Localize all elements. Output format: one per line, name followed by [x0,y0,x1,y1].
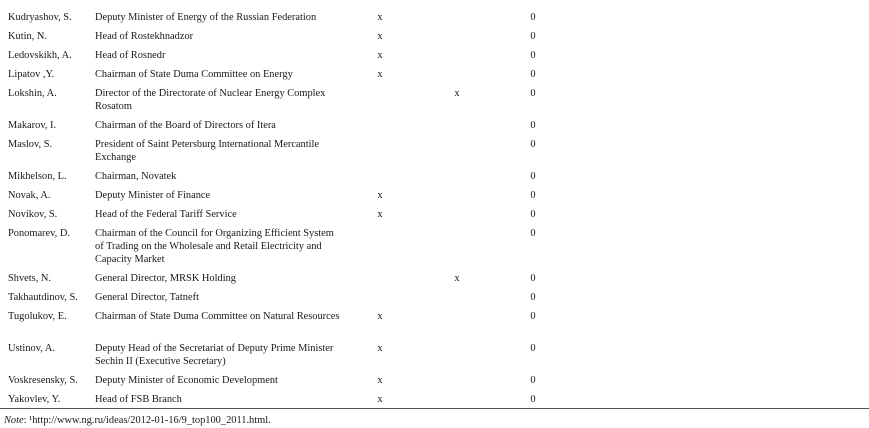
value-cell: 0 [530,50,536,61]
value-cell: 0 [530,394,536,405]
name-cell: Kutin, N. [8,31,47,42]
name-cell: Lipatov ,Y. [8,69,55,80]
value-cell: 0 [530,139,536,150]
value-cell: 0 [530,88,536,99]
mark-cell-1: x [377,209,383,220]
name-cell: Mikhelson, L. [8,171,67,182]
value-cell: 0 [530,375,536,386]
mark-cell-1: x [377,190,383,201]
note-text: : ¹http://www.ng.ru/ideas/2012-01-16/9_top100_2011.html. [23,415,271,426]
position-cell: Head of FSB Branch [95,394,182,405]
position-cell: Head of the Federal Tariff Service [95,209,237,220]
name-cell: Shvets, N. [8,273,52,284]
mark-cell-1: x [377,343,383,354]
mark-cell-1: x [377,69,383,80]
name-cell: Maslov, S. [8,139,53,150]
value-cell: 0 [530,311,536,322]
position-cell: General Director, MRSK Holding [95,273,236,284]
table-bottom-rule [0,408,869,409]
mark-cell-1: x [377,311,383,322]
name-cell: Ustinov, A. [8,343,55,354]
name-cell: Yakovlev, Y. [8,394,61,405]
value-cell: 0 [530,31,536,42]
position-cell: Chairman of the Council for Organizing Efficient System of Trading on the Wholesale and Retail Electricity and Capacity Market [95,228,334,265]
value-cell: 0 [530,343,536,354]
position-cell: Deputy Head of the Secretariat of Deputy Prime Minister Sechin II (Executive Secretary) [95,343,334,367]
value-cell: 0 [530,12,536,23]
name-cell: Makarov, I. [8,120,57,131]
position-cell: President of Saint Petersburg International Mercantile Exchange [95,139,320,163]
position-cell: Chairman of State Duma Committee on Natural Resources [95,311,340,322]
value-cell: 0 [530,120,536,131]
name-cell: Ponomarev, D. [8,228,70,239]
mark-cell-1: x [377,12,383,23]
mark-cell-1: x [377,394,383,405]
mark-cell-2: x [454,273,460,284]
value-cell: 0 [530,69,536,80]
position-cell: Director of the Directorate of Nuclear Energy Complex Rosatom [95,88,326,112]
mark-cell-1: x [377,375,383,386]
note-label: Note [4,415,24,426]
name-cell: Tugolukov, E. [8,311,67,322]
mark-cell-1: x [377,31,383,42]
value-cell: 0 [530,171,536,182]
position-cell: Deputy Minister of Finance [95,190,211,201]
position-cell: Deputy Minister of Energy of the Russian Federation [95,12,317,23]
value-cell: 0 [530,228,536,239]
value-cell: 0 [530,273,536,284]
value-cell: 0 [530,292,536,303]
name-cell: Novikov, S. [8,209,58,220]
name-cell: Ledovskikh, A. [8,50,72,61]
table-note [4,414,271,427]
name-cell: Voskresensky, S. [8,375,78,386]
mark-cell-2: x [454,88,460,99]
position-cell: Chairman of the Board of Directors of Itera [95,120,276,131]
position-cell: Chairman, Novatek [95,171,177,182]
name-cell: Kudryashov, S. [8,12,72,23]
name-cell: Novak, A. [8,190,51,201]
position-cell: Head of Rosnedr [95,50,166,61]
value-cell: 0 [530,209,536,220]
name-cell: Takhautdinov, S. [8,292,78,303]
mark-cell-1: x [377,50,383,61]
position-cell: Head of Rostekhnadzor [95,31,194,42]
value-cell: 0 [530,190,536,201]
name-cell: Lokshin, A. [8,88,57,99]
position-cell: Chairman of State Duma Committee on Energy [95,69,293,80]
position-cell: Deputy Minister of Economic Development [95,375,278,386]
position-cell: General Director, Tatneft [95,292,199,303]
